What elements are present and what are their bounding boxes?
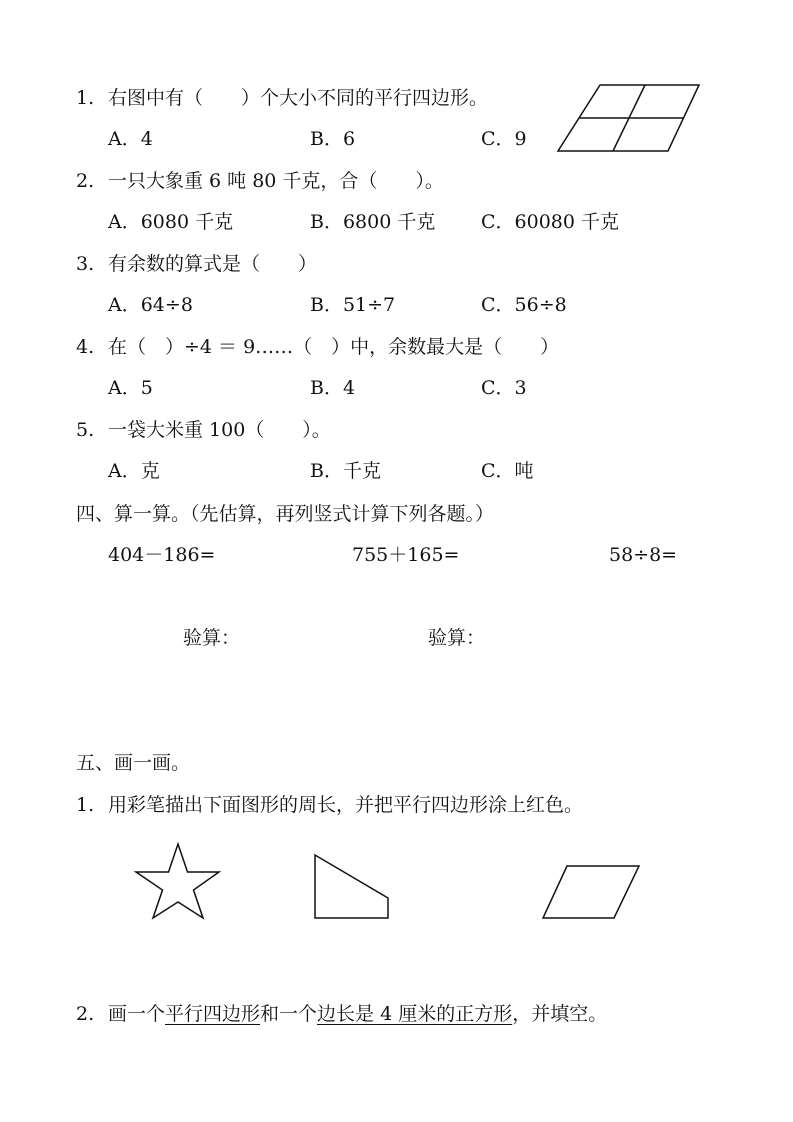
question-5-option-b: B．千克 <box>310 460 381 482</box>
question-5-option-a: A．克 <box>108 460 160 482</box>
star-shape <box>132 842 224 922</box>
question-3-option-c: C．56÷8 <box>481 294 567 316</box>
question-3-number: 3. <box>76 253 95 275</box>
section-5-q1-text: 用彩笔描出下面图形的周长，并把平行四边形涂上红色。 <box>108 794 584 816</box>
question-4-option-b: B．4 <box>310 377 356 399</box>
question-5-number: 5. <box>76 419 95 441</box>
question-2-option-b: B．6800 千克 <box>310 211 436 233</box>
q2-text-part2: 和一个 <box>260 1003 318 1025</box>
divided-parallelogram-figure <box>555 83 705 155</box>
question-4-option-c: C．3 <box>481 377 527 399</box>
question-1-option-b: B．6 <box>310 128 356 150</box>
question-1-text: 右图中有（ ）个大小不同的平行四边形。 <box>108 87 489 109</box>
calc-problem-3: 58÷8= <box>609 544 678 566</box>
q2-term-parallelogram: 平行四边形 <box>165 1003 261 1025</box>
check-label-1: 验算： <box>183 627 241 649</box>
question-3-option-a: A．64÷8 <box>108 294 193 316</box>
section-5-q2-text <box>108 1002 607 1026</box>
question-1-option-a: A．4 <box>108 128 153 150</box>
question-3-text: 有余数的算式是（ ） <box>108 253 318 275</box>
question-5-text: 一袋大米重 100（ ）。 <box>108 419 331 441</box>
question-4-number: 4. <box>76 336 95 358</box>
question-2-option-c: C．60080 千克 <box>481 211 620 233</box>
question-4-text: 在（ ）÷4 ＝ 9……（ ）中，余数最大是（ ） <box>108 336 560 358</box>
question-1-number: 1. <box>76 87 95 109</box>
question-2-text: 一只大象重 6 吨 80 千克，合（ ）。 <box>108 170 444 192</box>
question-1-option-c: C．9 <box>481 128 527 150</box>
right-trapezoid-shape <box>313 853 393 921</box>
question-2-number: 2. <box>76 170 95 192</box>
question-5-option-c: C．吨 <box>481 460 534 482</box>
q2-text-part1: 画一个 <box>108 1003 166 1025</box>
calc-problem-2: 755＋165= <box>352 544 460 566</box>
section-5-q1-number: 1. <box>76 794 95 816</box>
q2-term-square: 边长是 4 厘米的正方形 <box>317 1003 513 1025</box>
question-4-option-a: A．5 <box>108 377 153 399</box>
section-5-q2-number: 2. <box>76 1003 95 1025</box>
question-3-option-b: B．51÷7 <box>310 294 396 316</box>
question-2-option-a: A．6080 千克 <box>108 211 234 233</box>
calc-problem-1: 404－186= <box>108 544 216 566</box>
section-4-heading: 四、算一算。（先估算，再列竖式计算下列各题。） <box>76 503 495 525</box>
parallelogram-shape <box>541 864 645 922</box>
check-label-2: 验算： <box>428 627 486 649</box>
q2-text-part3: ，并填空。 <box>512 1003 608 1025</box>
section-5-heading: 五、画一画。 <box>76 752 191 774</box>
